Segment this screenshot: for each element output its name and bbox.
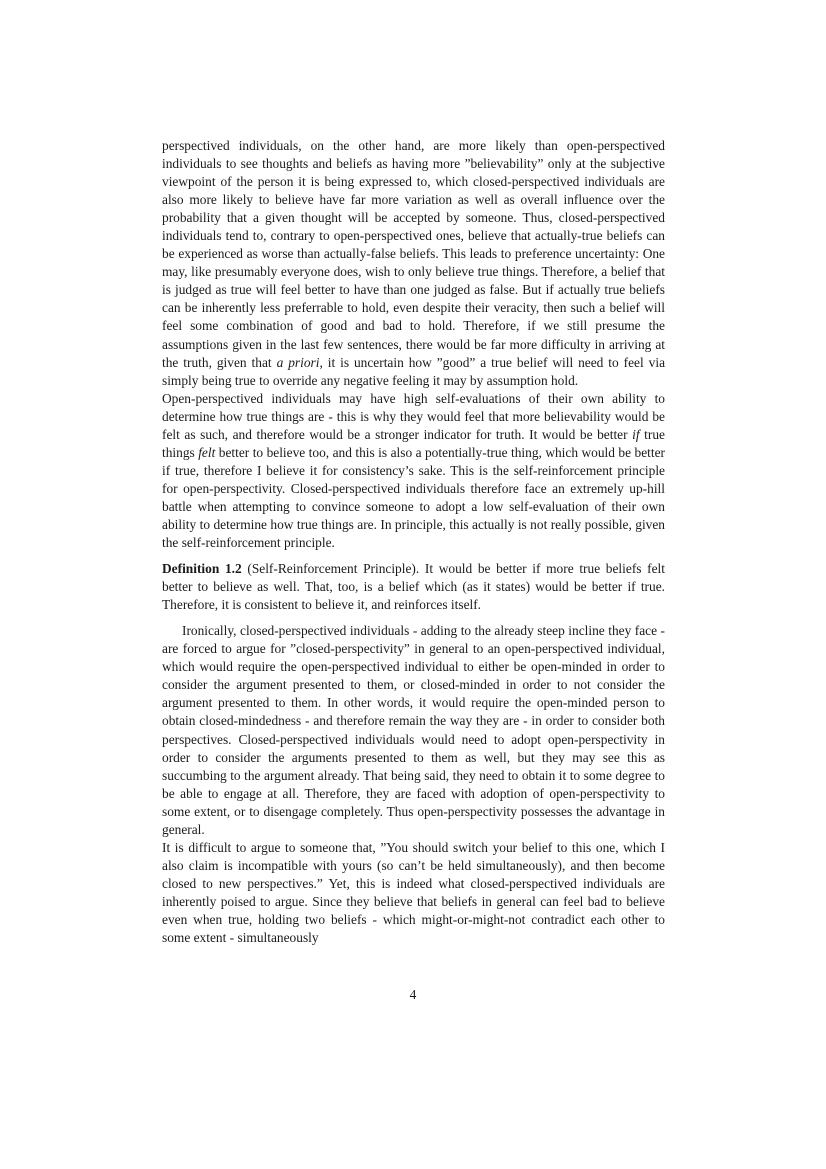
paragraph-1-emphasis: a priori (276, 354, 320, 370)
paragraph-2-text-c: better to believe too, and this is also a potentially-true thing, which would be better if true, therefore I believe it for consistency’s sake. This is the self-reinforcement principle for open-perspectivity. Closed-perspectived individuals therefore face an extremely up-hill battle when attempting to convince someone to adopt a low self-evaluation of their own ability to determine how true things are. In principle, this actually is not really possible, given the self-reinforcement principle. (162, 444, 665, 551)
paragraph-2-text-b: true things (162, 426, 665, 460)
paragraph-1-text-a: perspectived individuals, on the other hand, are more likely than open-perspectived individuals to see thoughts and beliefs as having more ”believability” only at the subjective viewpoint of the person it is being expressed to, which closed-perspectived individuals are also more likely to believe have far more variation as well as overall influence over the probability that a given thought will be accepted by someone. Thus, closed-perspectived individuals tend to, contrary to open-perspectived ones, believe that actually-true beliefs can be experienced as worse than actually-false beliefs. This leads to preference uncertainty: One may, like presumably everyone does, wish to only believe true things. Therefore, a belief that is judged as true will feel better to have than one judged as false. But if actually true beliefs can be inherently less preferrable to hold, even despite their veracity, then such a belief will feel some combination of good and bad to hold. Therefore, if we still presume the assumptions given in the last few sentences, there would be far more difficulty in arriving at the truth, given that (162, 138, 665, 370)
paragraph-2-emphasis-2: felt (198, 444, 216, 460)
definition-name: (Self-Reinforcement Principle). (247, 561, 420, 577)
definition-label: Definition 1.2 (162, 561, 242, 577)
paragraph-2-text-a: Open-perspectived individuals may have high self-evaluations of their own ability to determine how true things are - this is why they would feel that more believability would be felt as such, and therefore would be a stronger indicator for truth. It would be better (162, 390, 665, 442)
page-number: 4 (409, 987, 417, 1002)
paragraph-2-emphasis-1: if (632, 426, 640, 442)
definition-text: It would be better if more true beliefs felt better to believe as well. That, too, is a belief which (as it states) would be better if true. Therefore, it is consistent to believe it, and reinforces itself. (162, 561, 665, 613)
paragraph-1 (162, 137, 665, 390)
main-text-block (162, 137, 665, 947)
paragraph-3: Ironically, closed-perspectived individuals - adding to the already steep incline they face - are forced to argue for ”closed-perspectivity” in general to an open-perspectived individual, which would require the open-perspectived individual to either be open-minded in order to consider the argument presented to them, or closed-minded in order to not consider the argument presented to them. In other words, it would require the open-minded person to obtain closed-mindedness - and therefore remain the way they are - in order to consider both perspectives. Closed-perspectived individuals would need to adopt open-perspectivity in order to consider the arguments presented to them as well, but they may see this as succumbing to the argument already. That being said, they need to obtain it to some degree to be able to engage at all. Therefore, they are faced with adoption of open-perspectivity to some extent, or to disengage completely. Thus open-perspectivity possesses the advantage in general. (162, 623, 665, 837)
definition-block (162, 560, 665, 614)
paragraph-2 (162, 390, 665, 552)
paragraph-4: It is difficult to argue to someone that, ”You should switch your belief to this one, which I also claim is incompatible with yours (so can’t be held simultaneously), and then become closed to new perspectives.” Yet, this is indeed what closed-perspectived individuals are inherently poised to argue. Since they believe that beliefs in general can feel bad to believe even when true, holding two beliefs - which might-or-might-not contradict each other to some extent - simultaneously (162, 839, 665, 946)
paragraph-1-text-b: , it is uncertain how ”good” a true belief will need to feel via simply being true to override any negative feeling it may by assumption hold. (162, 354, 666, 388)
